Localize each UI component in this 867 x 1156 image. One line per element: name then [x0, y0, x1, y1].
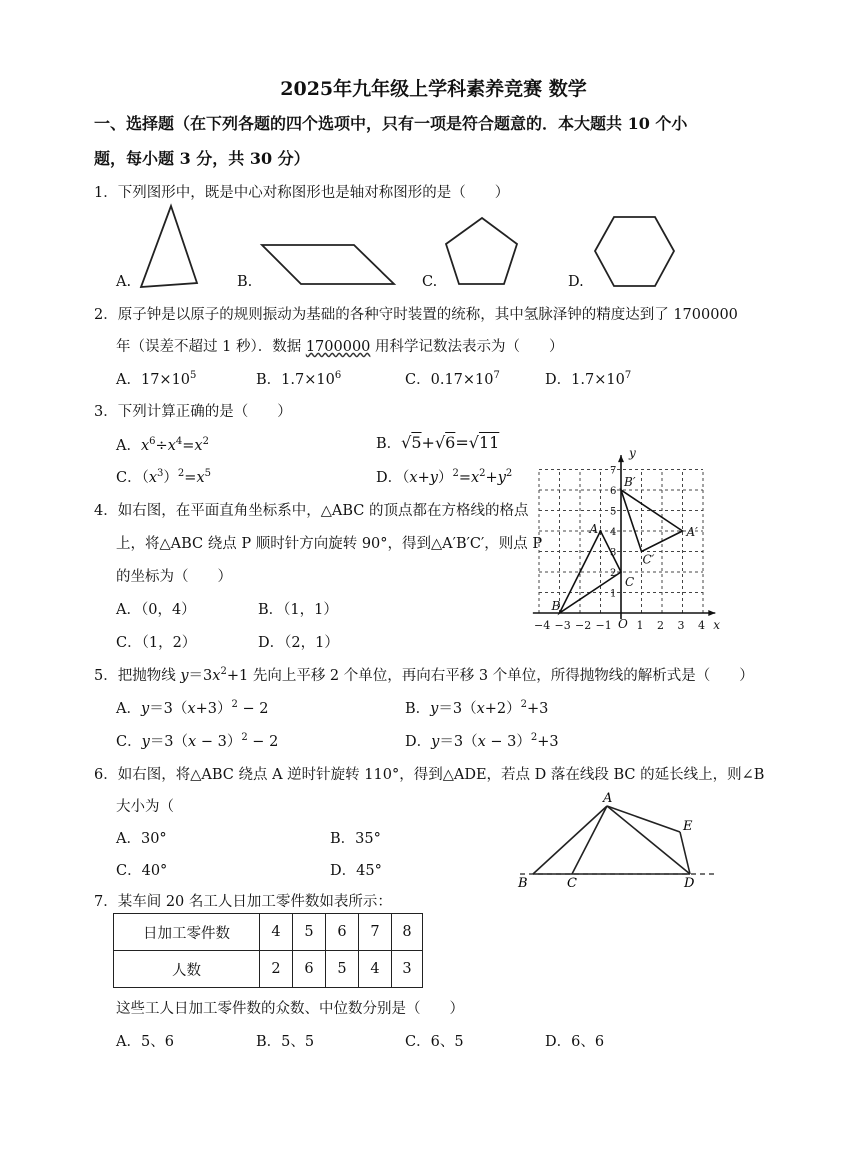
q7-option-b: B．5、5: [256, 1034, 315, 1050]
q6-stem-line1: 6．如右图，将△ABC 绕点 A 逆时针旋转 110°，得到△ADE，若点 D 落在线段 BC 的延长线上，则∠B: [94, 767, 765, 783]
q5-option-b: B．$y=3(x+2)^2+3$: [405, 699, 549, 717]
table-cell: 7: [359, 914, 392, 951]
q6-option-a: A．30°: [116, 831, 167, 847]
q2-stem-line2: 年（误差不超过 1 秒）．数据 1700000 用科学记数法表示为（ ）: [116, 339, 564, 355]
table-row: [114, 914, 423, 951]
q7-data-table: [113, 913, 423, 988]
table-cell: 3: [392, 951, 423, 988]
table-cell: 2: [260, 951, 293, 988]
x-tick-label: −4: [534, 619, 551, 632]
y-tick-label: 6: [610, 486, 617, 497]
table-cell: 4: [260, 914, 293, 951]
point-label: C′: [642, 552, 655, 567]
point-label: A: [589, 522, 599, 536]
y-axis-label: y: [629, 446, 636, 461]
q1-stem: 1．下列图形中，既是中心对称图形也是轴对称图形的是（ ）: [94, 185, 510, 201]
section-heading-line1: 一、选择题（在下列各题的四个选项中，只有一项是符合题意的．本大题共 10 个小: [94, 114, 688, 133]
point-label: B: [551, 599, 561, 613]
point-label: C: [625, 575, 635, 589]
y-tick-label: 4: [610, 527, 617, 538]
q3-option-b: B．√5+√6=√11: [376, 433, 500, 452]
q6-option-c: C．40°: [116, 863, 168, 879]
q1-option-c-label: C.: [422, 274, 438, 290]
q5-stem: 5．把抛物线 $y=3x^2+1$ 先向上平移 2 个单位，再向右平移 3 个单位，所得抛物线的解析式是（ ）: [94, 666, 754, 684]
q2-option-a: A．$17\times 10^5$: [116, 370, 197, 388]
table-cell: 6: [326, 914, 359, 951]
q4-stem-line2: 上，将△ABC 绕点 P 顺时针方向旋转 90°，得到△A′B′C′，则点 P: [116, 536, 543, 552]
table-cell: 4: [359, 951, 392, 988]
q5-option-d: D．$y=3(x - 3)^2+3$: [405, 732, 559, 750]
x-tick-label: 3: [677, 619, 685, 632]
q1-option-d-label: D.: [568, 274, 584, 290]
y-tick-label: 5: [610, 506, 617, 518]
table-header-cell: 人数: [114, 951, 260, 988]
x-tick-label: −2: [575, 619, 592, 632]
svg-text:C: C: [567, 876, 577, 891]
table-cell: 8: [392, 914, 423, 951]
q4-option-b: B．（1，1）: [258, 602, 338, 618]
q6-option-d: D．45°: [330, 863, 382, 879]
q7-option-c: C．6、5: [405, 1034, 464, 1050]
page-title: 2025年九年级上学科素养竞赛 数学: [280, 78, 587, 100]
svg-text:E: E: [683, 819, 693, 834]
q5-option-a: A．$y=3(x+3)^2 - 2$: [116, 699, 269, 717]
q1-option-a-label: A.: [116, 274, 132, 290]
q4-stem-line3: 的坐标为（ ）: [116, 569, 232, 585]
q4-stem-line1: 4．如右图，在平面直角坐标系中，△ABC 的顶点都在方格线的格点: [94, 503, 529, 519]
q4-option-d: D．（2，1）: [258, 635, 339, 651]
q3-option-a: A．$x^6\div x^4=x^2$: [116, 436, 209, 454]
q7-option-a: A．5、6: [116, 1034, 174, 1050]
y-tick-label: 2: [610, 568, 617, 579]
table-row: [114, 951, 423, 988]
x-tick-label: 2: [657, 619, 664, 632]
q7-question: 这些工人日加工零件数的众数、中位数分别是（ ）: [116, 1001, 464, 1017]
y-tick-label: 1: [610, 588, 617, 600]
table-cell: 6: [293, 951, 326, 988]
q7-option-d: D．6、6: [545, 1034, 605, 1050]
x-tick-label: −3: [554, 619, 571, 632]
y-tick-label: 3: [610, 547, 617, 559]
table-cell: 5: [293, 914, 326, 951]
table-cell: 5: [326, 951, 359, 988]
x-tick-label: 1: [636, 619, 644, 632]
x-tick-label: −1: [595, 619, 612, 632]
q2-option-b: B．$1.7\times 10^6$: [256, 370, 342, 388]
point-label: A′: [686, 525, 698, 539]
x-axis-label: x: [713, 618, 721, 632]
q3-option-d: D．$(x+y)^2=x^2+y^2$: [376, 468, 513, 486]
svg-text:D: D: [684, 876, 695, 891]
q6-option-b: B．35°: [330, 831, 381, 847]
point-label: B′: [624, 475, 636, 489]
q3-stem: 3．下列计算正确的是（ ）: [94, 404, 292, 420]
q1-option-b-label: B.: [237, 274, 253, 290]
q7-stem: 7．某车间 20 名工人日加工零件数如表所示：: [94, 894, 392, 910]
y-tick-label: 7: [610, 465, 617, 477]
x-tick-label: 4: [698, 619, 705, 632]
q2-option-d: D．$1.7\times 10^7$: [545, 370, 632, 388]
q3-option-c: C．$(x^3)^2=x^5$: [116, 468, 212, 486]
q2-option-c: C．$0.17\times 10^7$: [405, 370, 500, 388]
q4-option-a: A．（0，4）: [116, 602, 196, 618]
svg-text:A: A: [603, 791, 613, 806]
q2-wavy-number: 1700000: [305, 339, 371, 355]
section-heading-line2: 题，每小题 3 分，共 30 分）: [94, 149, 310, 168]
q5-option-c: C．$y=3(x - 3)^2 - 2$: [116, 732, 279, 750]
q6-stem-line2: 大小为（: [116, 799, 174, 815]
q2-stem-line1: 2．原子钟是以原子的规则振动为基础的各种守时装置的统称，其中氢脉泽钟的精度达到了 1700000: [94, 307, 738, 323]
q4-option-c: C．（1，2）: [116, 635, 197, 651]
table-header-cell: 日加工零件数: [114, 914, 260, 951]
origin-label: O: [618, 617, 628, 631]
svg-text:B: B: [518, 876, 528, 891]
